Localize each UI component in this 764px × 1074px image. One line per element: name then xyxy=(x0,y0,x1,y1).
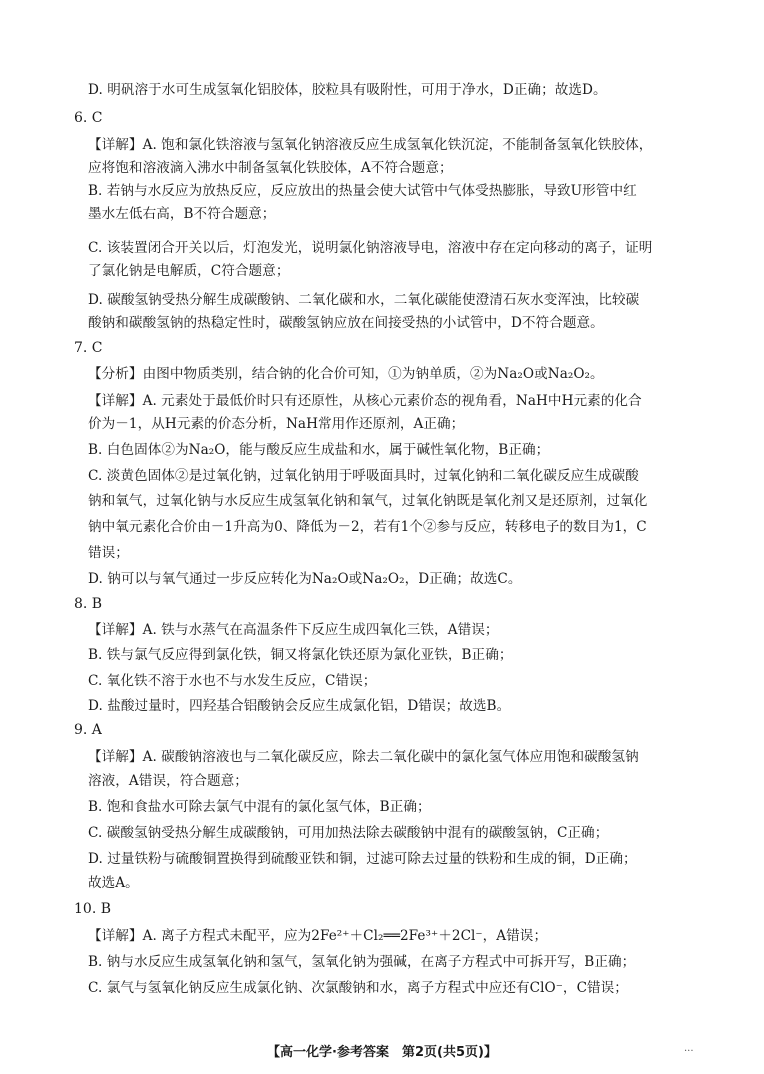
text-line: D. 明矾溶于水可生成氢氧化铝胶体，胶粒具有吸附性，可用于净水，D正确；故选D。 xyxy=(88,82,607,98)
text-line: 溶液，A错误，符合题意； xyxy=(88,773,248,789)
text-line: B. 白色固体②为Na₂O，能与酸反应生成盐和水，属于碱性氧化物，B正确； xyxy=(88,442,550,458)
text-line: D. 碳酸氢钠受热分解生成碳酸钠、二氧化碳和水，二氧化碳能使澄清石灰水变浑浊，比较碳 xyxy=(88,292,640,308)
text-line: 价为－1，从H元素的价态分析，NaH常用作还原剂，A正确； xyxy=(88,416,465,432)
page-footer: 【高一化学·参考答案 第2页(共5页)】 xyxy=(267,1045,497,1060)
text-line: C. 氧化铁不溶于水也不与水发生反应，C错误； xyxy=(88,673,377,689)
text-line: B. 铁与氯气反应得到氯化铁，铜又将氯化铁还原为氯化亚铁，B正确； xyxy=(88,647,513,663)
text-line: 钠中氧元素化合价由－1升高为0、降低为－2，若有1个②参与反应，转移电子的数目为1，C xyxy=(88,519,647,535)
text-line: 【详解】A. 元素处于最低价时只有还原性，从核心元素价态的视角看，NaH中H元素的化合 xyxy=(88,393,642,409)
question-number: 6. C xyxy=(74,110,103,126)
text-line: 【详解】A. 铁与水蒸气在高温条件下反应生成四氧化三铁，A错误； xyxy=(88,622,499,638)
footer-ellipsis: ... xyxy=(684,1043,694,1054)
text-line: 【详解】A. 饱和氯化铁溶液与氢氧化钠溶液反应生成氢氧化铁沉淀，不能制备氢氧化铁胶体， xyxy=(88,137,653,153)
text-line: 错误； xyxy=(88,545,129,561)
text-line: 墨水左低右高，B不符合题意； xyxy=(88,206,276,222)
text-line: 【详解】A. 离子方程式未配平，应为2Fe²⁺＋Cl₂══2Fe³⁺＋2Cl⁻，A错误； xyxy=(88,928,548,944)
question-number: 7. C xyxy=(74,340,103,356)
text-line: C. 淡黄色固体②是过氧化钠，过氧化钠用于呼吸面具时，过氧化钠和二氧化碳反应生成碳酸 xyxy=(88,468,639,484)
text-line: 应将饱和溶液滴入沸水中制备氢氧化铁胶体，A不符合题意； xyxy=(88,160,453,176)
text-line: C. 该装置闭合开关以后，灯泡发光，说明氯化钠溶液导电，溶液中存在定向移动的离子，证明 xyxy=(88,240,653,256)
text-line: 【分析】由图中物质类别，结合钠的化合价可知，①为钠单质，②为Na₂O或Na₂O₂。 xyxy=(88,366,604,382)
question-number: 8. B xyxy=(74,596,103,612)
text-line: 钠和氧气，过氧化钠与水反应生成氢氧化钠和氧气，过氧化钠既是氧化剂又是还原剂，过氧化 xyxy=(88,493,648,509)
question-number: 9. A xyxy=(74,722,102,738)
text-line: B. 钠与水反应生成氢氧化钠和氢气，氢氧化钠为强碱，在离子方程式中可拆开写，B正确； xyxy=(88,954,636,970)
text-line: 【详解】A. 碳酸钠溶液也与二氧化碳反应，除去二氧化碳中的氯化氢气体应用饱和碳酸氢钠 xyxy=(88,749,639,765)
question-number: 10. B xyxy=(74,901,112,917)
text-line: D. 过量铁粉与硫酸铜置换得到硫酸亚铁和铜，过滤可除去过量的铁粉和生成的铜，D正确； xyxy=(88,851,637,867)
text-line: C. 氯气与氢氧化钠反应生成氯化钠、次氯酸钠和水，离子方程式中应还有ClO⁻，C错误； xyxy=(88,980,628,996)
text-line: 了氯化钠是电解质，C符合题意； xyxy=(88,263,290,279)
text-line: B. 若钠与水反应为放热反应，反应放出的热量会使大试管中气体受热膨胀，导致U形管中红 xyxy=(88,183,637,199)
text-line: D. 盐酸过量时，四羟基合铝酸钠会反应生成氯化铝，D错误；故选B。 xyxy=(88,698,511,714)
text-line: C. 碳酸氢钠受热分解生成碳酸钠，可用加热法除去碳酸钠中混有的碳酸氢钠，C正确； xyxy=(88,825,609,841)
text-line: 酸钠和碳酸氢钠的热稳定性时，碳酸氢钠应放在间接受热的小试管中，D不符合题意。 xyxy=(88,315,604,331)
text-line: 故选A。 xyxy=(88,875,139,891)
text-line: D. 钠可以与氧气通过一步反应转化为Na₂O或Na₂O₂，D正确；故选C。 xyxy=(88,571,522,587)
text-line: B. 饱和食盐水可除去氯气中混有的氯化氢气体，B正确； xyxy=(88,799,431,815)
